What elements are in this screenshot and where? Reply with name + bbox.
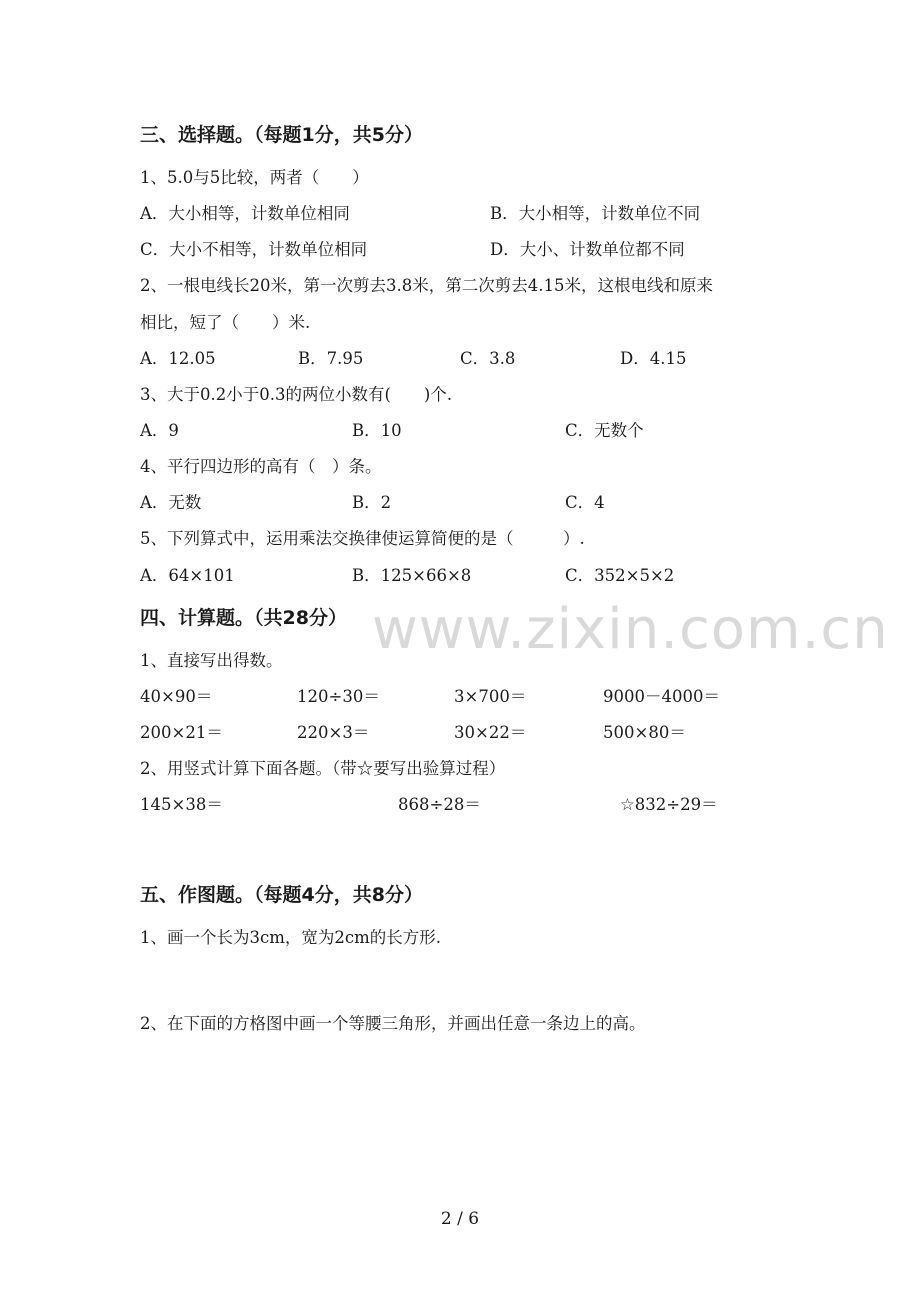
calc-item: 40×90＝	[140, 687, 213, 706]
q5-option-a: A．64×101	[140, 566, 235, 585]
q4-option-a: A．无数	[140, 493, 202, 512]
calc-item: 500×80＝	[603, 723, 686, 742]
q3-option-c: C．无数个	[565, 421, 644, 440]
section3-title: 三、选择题。（每题1分，共5分）	[140, 124, 423, 146]
q4-option-c: C．4	[565, 493, 605, 512]
q5-option-c: C．352×5×2	[565, 566, 675, 585]
q2-option-d: D．4.15	[620, 349, 687, 368]
q2-stem-line1: 2、一根电线长20米，第一次剪去3.8米，第二次剪去4.15米，这根电线和原来	[140, 276, 713, 295]
vertical-calc-item: ☆832÷29＝	[620, 795, 718, 814]
page-number: 2 / 6	[440, 1209, 480, 1229]
q5-option-b: B．125×66×8	[352, 566, 472, 585]
calc-item: 120÷30＝	[297, 687, 380, 706]
watermark: www.zixin.com.cn	[372, 597, 889, 662]
q2-option-a: A．12.05	[140, 349, 216, 368]
calc-item: 30×22＝	[454, 723, 527, 742]
draw-q1: 1、画一个长为3cm，宽为2cm的长方形.	[140, 928, 442, 947]
draw-q2: 2、在下面的方格图中画一个等腰三角形，并画出任意一条边上的高。	[140, 1014, 646, 1033]
q3-stem: 3、大于0.2小于0.3的两位小数有( )个.	[140, 385, 453, 404]
q4-stem: 4、平行四边形的高有（ ）条。	[140, 457, 382, 476]
vertical-calc-item: 868÷28＝	[398, 795, 481, 814]
calc-q1-stem: 1、直接写出得数。	[140, 651, 283, 670]
q3-option-b: B．10	[352, 421, 402, 440]
q1-option-d: D．大小、计数单位都不同	[490, 240, 685, 259]
q5-stem: 5、下列算式中，运用乘法交换律使运算简便的是（ ）.	[140, 529, 585, 548]
calc-item: 3×700＝	[454, 687, 527, 706]
calc-item: 9000－4000＝	[603, 687, 720, 706]
section5-title: 五、作图题。（每题4分，共8分）	[140, 884, 423, 906]
q3-option-a: A．9	[140, 421, 179, 440]
section4-title: 四、计算题。（共28分）	[140, 607, 347, 629]
q2-stem-line2: 相比，短了（ ）米.	[140, 313, 311, 332]
calc-q2-stem: 2、用竖式计算下面各题。（带☆要写出验算过程）	[140, 759, 506, 778]
q1-option-c: C．大小不相等，计数单位相同	[140, 240, 368, 259]
vertical-calc-item: 145×38＝	[140, 795, 223, 814]
q2-option-c: C．3.8	[460, 349, 516, 368]
q2-option-b: B．7.95	[298, 349, 364, 368]
calc-item: 220×3＝	[297, 723, 370, 742]
q4-option-b: B．2	[352, 493, 392, 512]
calc-item: 200×21＝	[140, 723, 223, 742]
q1-option-a: A．大小相等，计数单位相同	[140, 204, 350, 223]
q1-stem: 1、5.0与5比较，两者（ ）	[140, 168, 369, 187]
q1-option-b: B．大小相等，计数单位不同	[490, 204, 701, 223]
